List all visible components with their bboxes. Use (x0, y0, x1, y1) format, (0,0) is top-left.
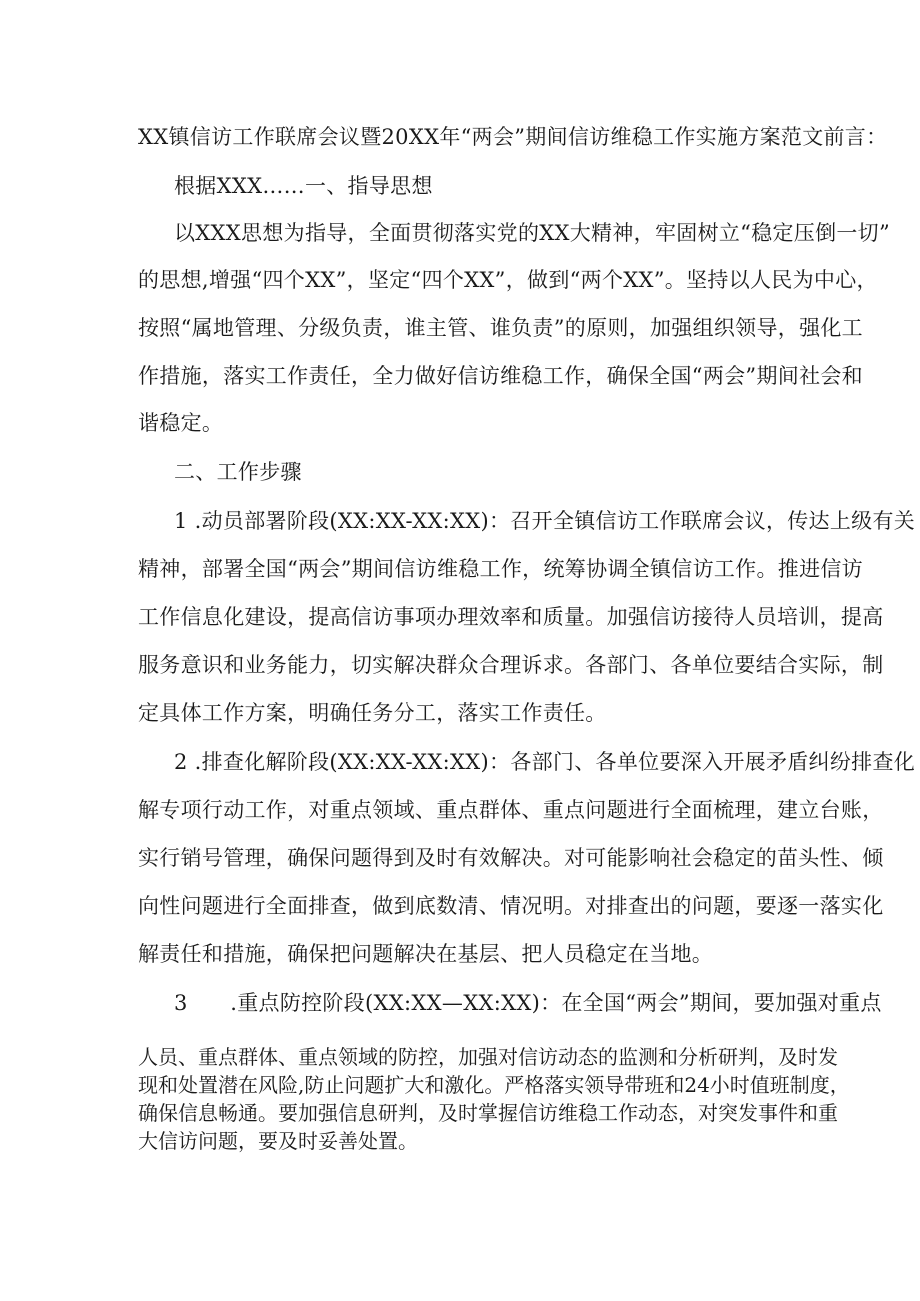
paragraph-line: 定具体工作方案，明确任务分工，落实工作责任。 (138, 701, 607, 725)
paragraph-line: 确保信息畅通。要加强信息研判，及时掌握信访维稳工作动态，对突发事件和重 (138, 1101, 838, 1125)
paragraph-line: 按照“属地管理、分级负责，谁主管、谁负责”的原则，加强组织领导，强化工 (138, 316, 863, 340)
paragraph-line: 大信访问题，要及时妥善处置。 (138, 1129, 418, 1153)
paragraph-line: 3 .重点防控阶段(XX:XX—XX:XX)：在全国“两会”期间，要加强对重点 (174, 991, 882, 1015)
section-heading: 二、工作步骤 (174, 460, 302, 484)
paragraph-line: 工作信息化建设，提高信访事项办理效率和质量。加强信访接待人员培训，提高 (138, 605, 884, 629)
paragraph-line: 人员、重点群体、重点领域的防控，加强对信访动态的监测和分析研判，及时发 (138, 1045, 838, 1069)
paragraph-line: 精神，部署全国“两会”期间信访维稳工作，统筹协调全镇信访工作。推进信访 (138, 557, 863, 581)
paragraph-line: 1 .动员部署阶段(XX:XX-XX:XX)：召开全镇信访工作联席会议，传达上级有关 (174, 509, 916, 533)
paragraph-line: 解专项行动工作，对重点领域、重点群体、重点问题进行全面梳理，建立台账， (138, 798, 884, 822)
paragraph-line: 解责任和措施，确保把问题解决在基层、把人员稳定在当地。 (138, 942, 714, 966)
document-title: XX镇信访工作联席会议暨20XX年“两会”期间信访维稳工作实施方案范文前言： (138, 125, 888, 149)
paragraph-line: 实行销号管理，确保问题得到及时有效解决。对可能影响社会稳定的苗头性、倾 (138, 846, 884, 870)
paragraph-line: 谐稳定。 (138, 411, 224, 435)
paragraph-line: 现和处置潜在风险,防止问题扩大和激化。严格落实领导带班和24小时值班制度， (138, 1073, 850, 1097)
paragraph-line: 的思想,增强“四个XX”，坚定“四个XX”，做到“两个XX”。坚持以人民为中心， (138, 268, 878, 292)
paragraph-line: 作措施，落实工作责任，全力做好信访维稳工作，确保全国“两会”期间社会和 (138, 364, 863, 388)
paragraph-line: 2 .排查化解阶段(XX:XX-XX:XX)：各部门、各单位要深入开展矛盾纠纷排查化 (174, 750, 916, 774)
paragraph-line: 以XXX思想为指导，全面贯彻落实党的XX大精神，牢固树立“稳定压倒一切” (174, 221, 891, 245)
paragraph-line: 服务意识和业务能力，切实解决群众合理诉求。各部门、各单位要结合实际，制 (138, 653, 884, 677)
paragraph-line: 根据XXX……一、指导思想 (174, 174, 433, 198)
paragraph-line: 向性问题进行全面排查，做到底数清、情况明。对排查出的问题，要逐一落实化 (138, 894, 884, 918)
